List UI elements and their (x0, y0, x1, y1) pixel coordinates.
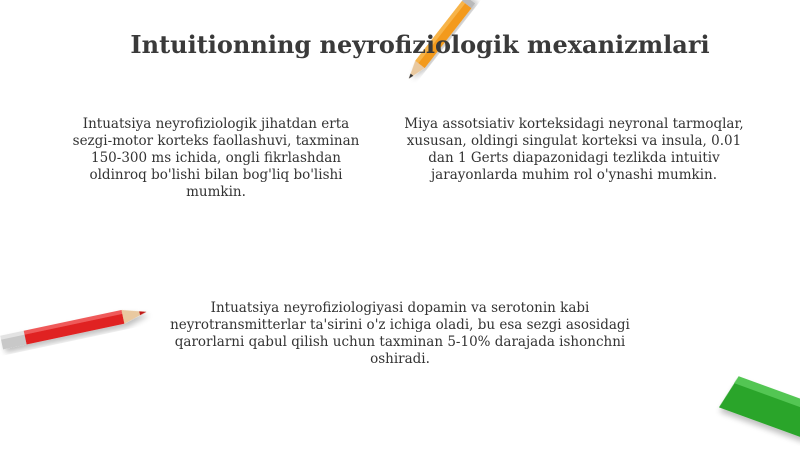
slide-title: Intuitionning neyrofiziologik mexanizmlari (130, 30, 710, 59)
green-marker-icon (712, 366, 800, 446)
paragraph-bottom: Intuatsiya neyrofiziologiyasi dopamin va serotonin kabi neyrotransmitterlar ta'sirini o'z ichiga oladi, bu esa sezgi asosidagi qarorlarni qabul qilish uchun taxminan 5-10% darajada ishonchni oshiradi. (170, 300, 630, 367)
paragraph-right: Miya assotsiativ korteksidagi neyronal tarmoqlar, xususan, oldingi singulat korteksi va insula, 0.01 dan 1 Gerts diapazonidagi tezlikda intuitiv jarayonlarda muhim rol o'ynashi mumkin. (404, 116, 744, 183)
red-pencil-icon (0, 292, 160, 362)
paragraph-left: Intuatsiya neyrofiziologik jihatdan erta sezgi-motor korteks faollashuvi, taxminan 150-300 ms ichida, ongli fikrlashdan oldinroq bo'lishi bilan bog'liq bo'lishi mumkin. (72, 116, 360, 200)
